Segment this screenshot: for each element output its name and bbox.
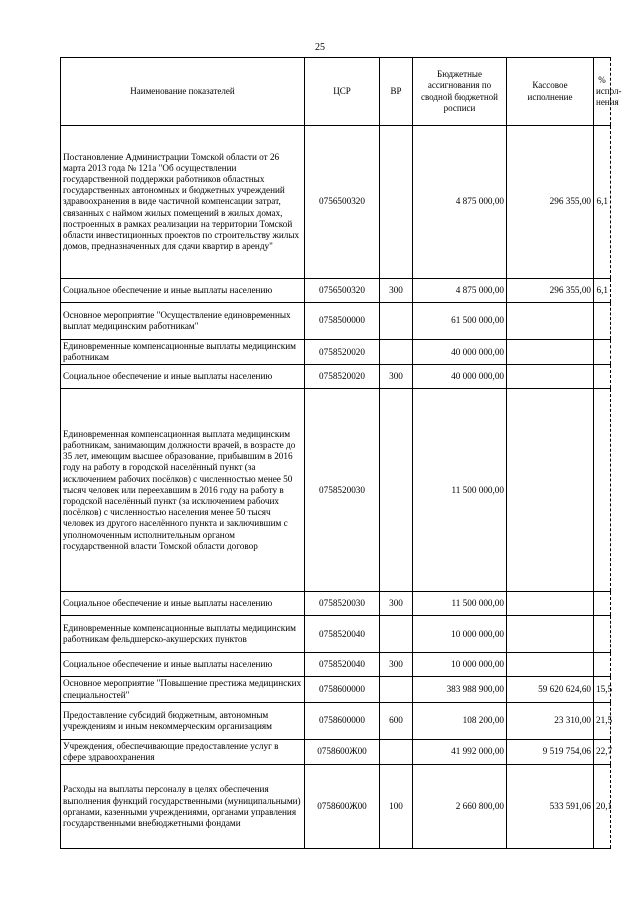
row-csr-cell: 0758520030 [305,592,380,616]
table-row [61,340,611,365]
row-budget-cell: 41 992 000,00 [413,739,507,764]
row-name-cell: Единовременная компенсационная выплата медицинским работникам, занимающим должности врачей, в возрасте до 35 лет, имеющим высшее образование, прибывшим в 2016 году на работу в городской населённый пункт (за исключением рабочих посёлков) с численностью менее 50 тысяч человек или переехавшим в 2016 году на работу в городской населённый пункт (за исключением рабочих посёлков) с численностью населения менее 50 тысяч человек из другого населённого пункта и заключившим с уполномоченным исполнительным органом государственной власти Томской области договор [61,389,305,592]
row-vr-cell: 600 [380,702,413,739]
row-vr-cell [380,303,413,340]
row-cash-cell: 296 355,00 [507,126,594,279]
table-row [61,126,611,279]
row-csr-cell: 0758600000 [305,677,380,702]
row-cash-cell [507,365,594,389]
row-budget-cell: 11 500 000,00 [413,389,507,592]
row-pct-cell [594,389,611,592]
row-csr-cell: 0758520040 [305,653,380,677]
row-csr-cell: 0758600Ж00 [305,739,380,764]
row-cash-cell: 59 620 624,60 [507,677,594,702]
table-row [61,592,611,616]
row-vr-cell [380,677,413,702]
row-name-cell: Расходы на выплаты персоналу в целях обеспечения выполнения функций государственными (муниципальными) органами, казенными учреждениями, органами управления государственными внебюджетными фондами [61,765,305,849]
row-budget-cell: 383 988 900,00 [413,677,507,702]
row-csr-cell: 0756500320 [305,279,380,303]
row-budget-cell: 108 200,00 [413,702,507,739]
row-vr-cell: 300 [380,279,413,303]
row-name-cell: Предоставление субсидий бюджетным, автономным учреждениям и иным некоммерческим организациям [61,702,305,739]
row-vr-cell [380,739,413,764]
row-cash-cell [507,303,594,340]
row-cash-cell: 9 519 754,06 [507,739,594,764]
table-row [61,365,611,389]
row-cash-cell [507,389,594,592]
row-name-cell: Социальное обеспечение и иные выплаты населению [61,653,305,677]
table-row [61,677,611,702]
table-row [61,653,611,677]
table-row [61,739,611,764]
row-pct-cell: 6,1 [594,279,611,303]
row-name-cell: Единовременные компенсационные выплаты медицинским работникам [61,340,305,365]
row-cash-cell [507,653,594,677]
row-vr-cell: 300 [380,365,413,389]
row-pct-cell [594,653,611,677]
row-csr-cell: 0758520020 [305,365,380,389]
row-vr-cell: 300 [380,653,413,677]
row-vr-cell [380,126,413,279]
row-cash-cell [507,340,594,365]
row-csr-cell: 0758520030 [305,389,380,592]
header-pct: % испол-нения [594,58,611,126]
table-row [61,616,611,653]
row-vr-cell: 100 [380,765,413,849]
row-name-cell: Единовременные компенсационные выплаты медицинским работникам фельдшерско-акушерских пунктов [61,616,305,653]
header-csr: ЦСР [305,58,380,126]
row-budget-cell: 4 875 000,00 [413,279,507,303]
row-pct-cell [594,592,611,616]
row-csr-cell: 0758520040 [305,616,380,653]
row-cash-cell: 533 591,06 [507,765,594,849]
table-row [61,765,611,849]
header-cash: Кассовое исполнение [507,58,594,126]
row-name-cell: Социальное обеспечение и иные выплаты населению [61,592,305,616]
row-csr-cell: 0758600000 [305,702,380,739]
row-name-cell: Основное мероприятие "Повышение престижа медицинских специальностей" [61,677,305,702]
table-row [61,702,611,739]
row-budget-cell: 61 500 000,00 [413,303,507,340]
page-number: 25 [315,42,325,53]
row-name-cell: Постановление Администрации Томской области от 26 марта 2013 года № 121а "Об осуществлении государственной поддержки работников областных государственных автономных и бюджетных учреждений здравоохранения в виде частичной компенсации затрат, связанных с наймом жилых помещений в жилых домах, построенных в рамках реализации на территории Томской области инвестиционных проектов по строительству жилых домов, предназначенных для сдачи квартир в аренду" [61,126,305,279]
row-name-cell: Учреждения, обеспечивающие предоставление услуг в сфере здравоохранения [61,739,305,764]
row-vr-cell [380,616,413,653]
row-pct-cell [594,365,611,389]
row-cash-cell: 296 355,00 [507,279,594,303]
header-vr: ВР [380,58,413,126]
row-pct-cell: 6,1 [594,126,611,279]
row-pct-cell: 22,7 [594,739,611,764]
row-name-cell: Основное мероприятие "Осуществление единовременных выплат медицинским работникам" [61,303,305,340]
row-budget-cell: 40 000 000,00 [413,365,507,389]
row-pct-cell: 15,5 [594,677,611,702]
row-pct-cell [594,340,611,365]
header-name: Наименование показателей [61,58,305,126]
row-csr-cell: 0756500320 [305,126,380,279]
row-csr-cell: 0758520020 [305,340,380,365]
row-budget-cell: 10 000 000,00 [413,616,507,653]
row-cash-cell: 23 310,00 [507,702,594,739]
budget-execution-table [60,57,622,849]
row-csr-cell: 0758500000 [305,303,380,340]
row-vr-cell [380,389,413,592]
table-row [61,279,611,303]
row-budget-cell: 40 000 000,00 [413,340,507,365]
row-vr-cell [380,340,413,365]
header-budget: Бюджетные ассигнования по сводной бюджетной росписи [413,58,507,126]
row-budget-cell: 2 660 800,00 [413,765,507,849]
row-pct-cell: 21,5 [594,702,611,739]
row-pct-cell: 20,1 [594,765,611,849]
row-name-cell: Социальное обеспечение и иные выплаты населению [61,279,305,303]
table-row [61,389,611,592]
table-row [61,303,611,340]
row-vr-cell: 300 [380,592,413,616]
row-budget-cell: 10 000 000,00 [413,653,507,677]
row-budget-cell: 11 500 000,00 [413,592,507,616]
table-header-row [61,58,611,126]
row-cash-cell [507,616,594,653]
row-name-cell: Социальное обеспечение и иные выплаты населению [61,365,305,389]
row-budget-cell: 4 875 000,00 [413,126,507,279]
row-cash-cell [507,592,594,616]
row-pct-cell [594,616,611,653]
row-pct-cell [594,303,611,340]
row-csr-cell: 0758600Ж00 [305,765,380,849]
